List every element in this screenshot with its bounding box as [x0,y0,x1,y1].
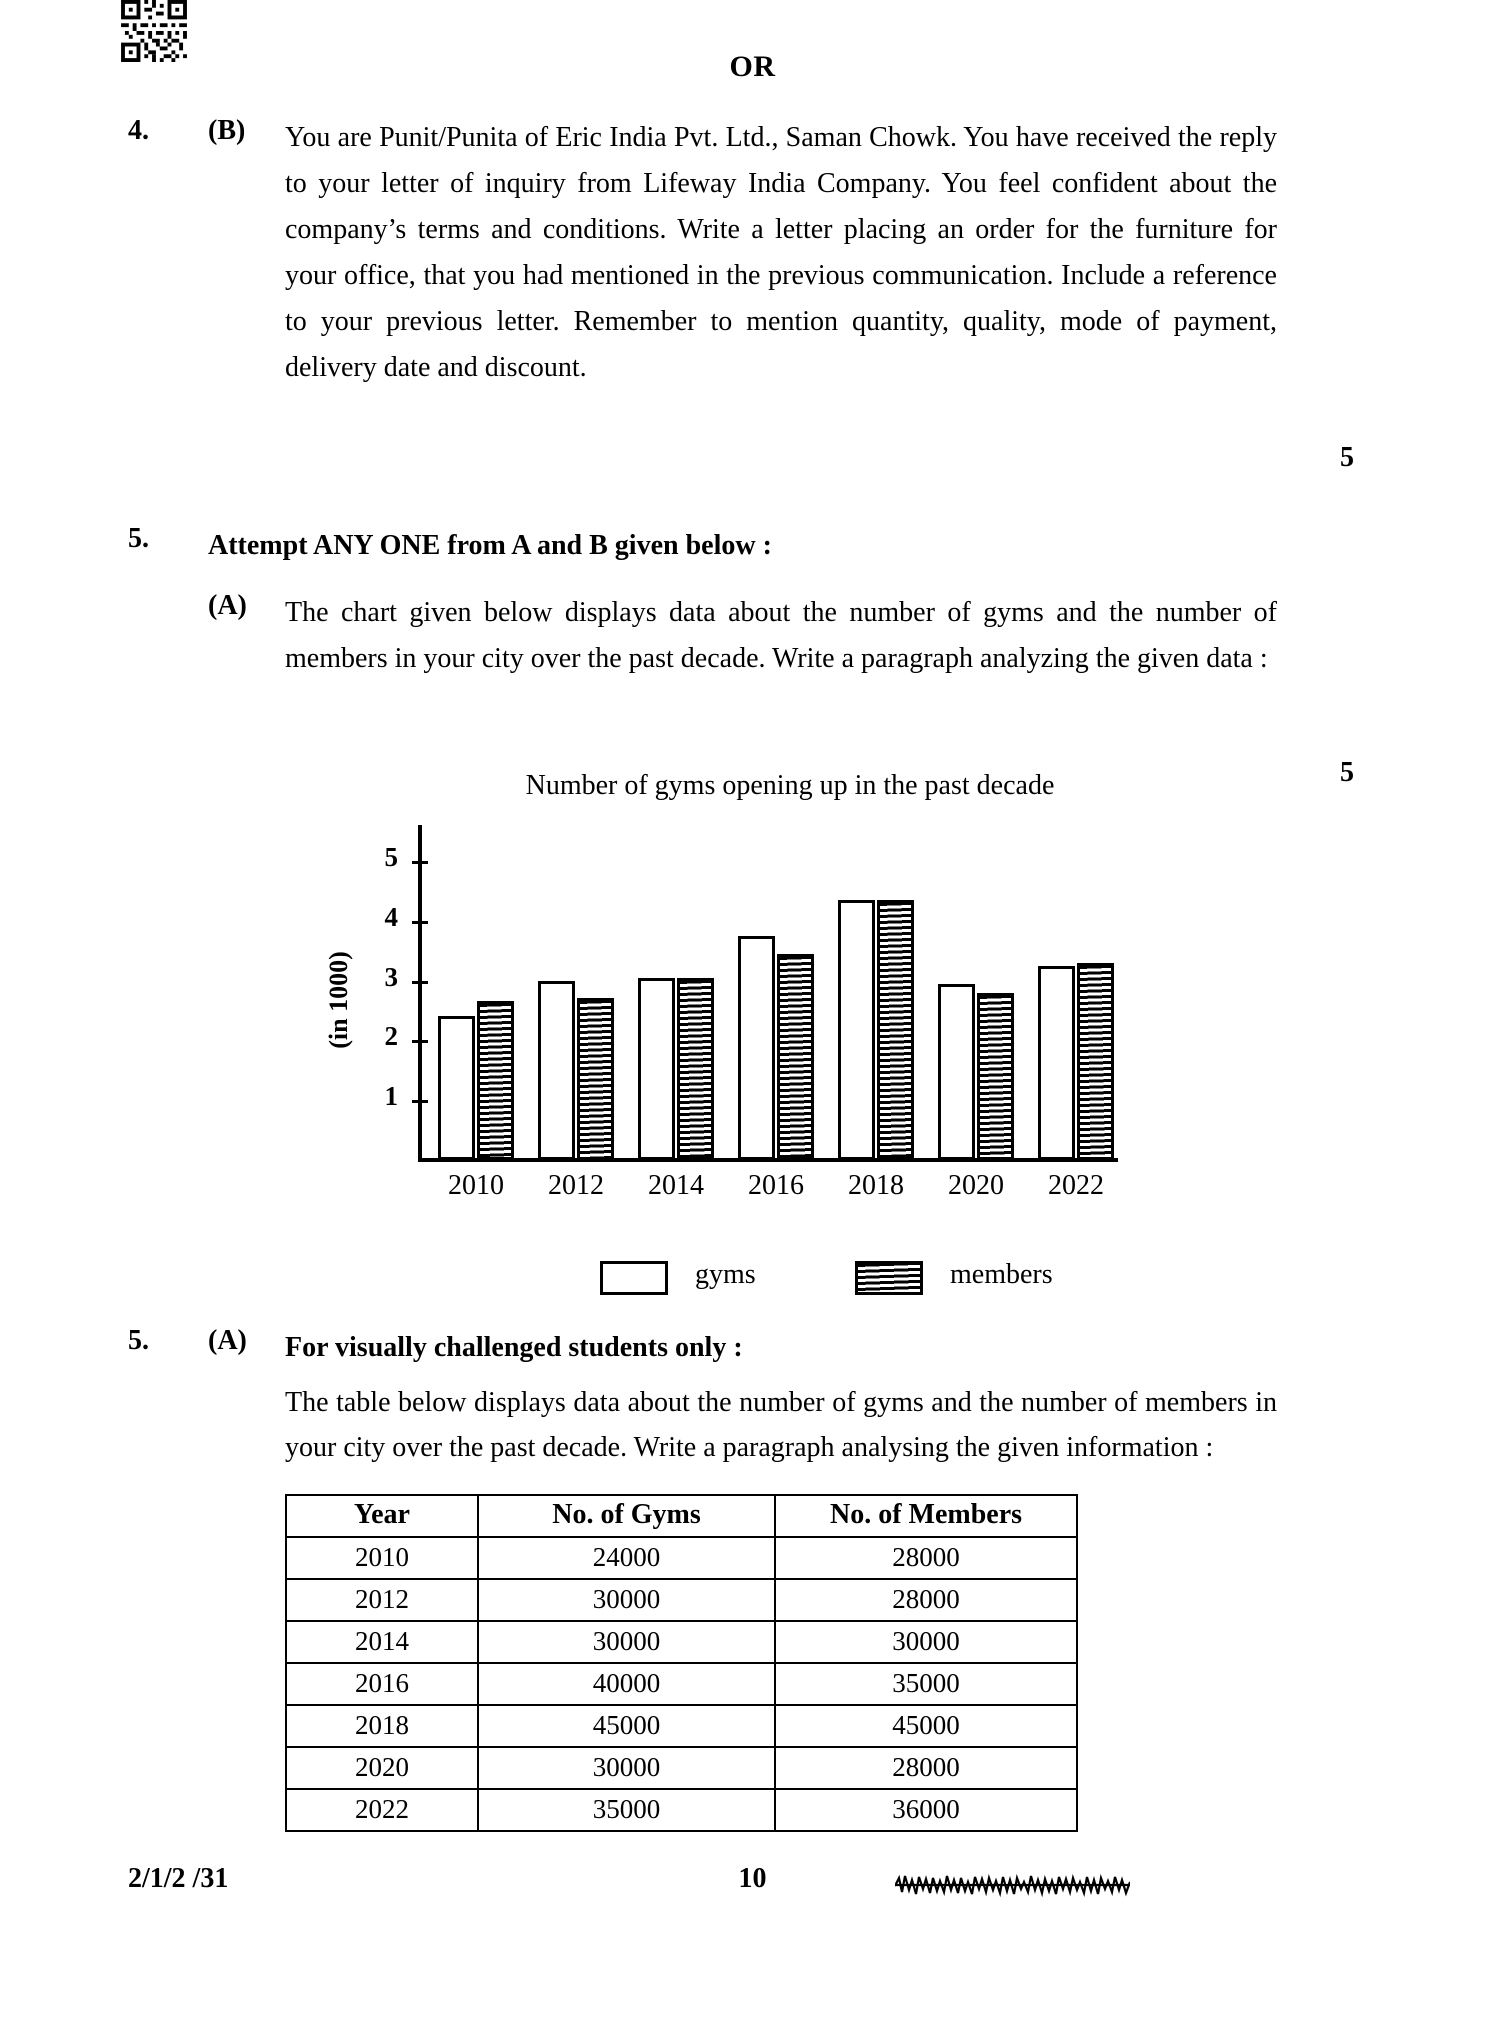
chart-bar-gyms [1038,966,1075,1160]
table-col-year: Year [286,1495,478,1537]
chart-x-tick-label: 2016 [748,1170,804,1201]
table-cell: 30000 [478,1579,775,1621]
chart-x-tick-label: 2018 [848,1170,904,1201]
question-5a-vc-heading: For visually challenged students only : [285,1332,743,1363]
table-cell: 30000 [775,1621,1077,1663]
table-cell: 24000 [478,1537,775,1579]
table-row [286,1789,1077,1831]
chart-bar-gyms [638,978,675,1160]
legend-swatch-gyms [600,1261,668,1295]
chart-bar-members [977,993,1014,1161]
table-cell: 30000 [478,1747,775,1789]
question-5-heading: Attempt ANY ONE from A and B given below : [208,530,772,561]
chart-legend [300,1255,1200,1305]
question-5a-vc-number: 5. [128,1325,149,1356]
table-cell: 2016 [286,1663,478,1705]
table-col-members: No. of Members [775,1495,1077,1537]
chart-bar-group [438,825,514,1160]
legend-swatch-members [855,1261,923,1295]
chart-bar-group [1038,825,1114,1160]
legend-label-gyms: gyms [695,1259,756,1290]
table-row [286,1747,1077,1789]
or-heading: OR [729,50,776,83]
table-cell: 28000 [775,1579,1077,1621]
table-cell: 45000 [775,1705,1077,1747]
chart-y-tick-label: 2 [384,1021,398,1052]
table-body [286,1537,1077,1831]
question-5a-vc-text: The table below displays data about the number of gyms and the number of members in your city over the past decade. Write a paragraph analysing the given information : [285,1387,1277,1463]
chart-bar-gyms [938,984,975,1160]
table-cell: 35000 [775,1663,1077,1705]
table-cell: 2014 [286,1621,478,1663]
table-cell: 28000 [775,1537,1077,1579]
chart-x-tick-label: 2010 [448,1170,504,1201]
chart-x-tick-label: 2014 [648,1170,704,1201]
chart-y-tick-label: 5 [384,841,398,872]
table-cell: 36000 [775,1789,1077,1831]
chart-y-axis-label: (in 1000) [323,951,353,1049]
chart-title: Number of gyms opening up in the past decade [525,770,1055,801]
question-5a-text: The chart given below displays data about the number of gyms and the number of members in your city over the past decade. Write a paragraph analyzing the given data : [285,597,1277,674]
chart-y-tick-label: 1 [384,1081,398,1112]
chart-bar-gyms [738,936,775,1160]
chart-bar-group [538,825,614,1160]
chart-bar-group [738,825,814,1160]
table-cell: 35000 [478,1789,775,1831]
chart-bar-members [877,900,914,1160]
table-row [286,1705,1077,1747]
question-4b-marks: 5 [1340,442,1354,473]
table-col-gyms: No. of Gyms [478,1495,775,1537]
squiggle-mark-icon [895,1872,1130,1898]
table-header-row [286,1495,1077,1537]
table-cell: 28000 [775,1747,1077,1789]
chart-plot-area [300,810,1200,1230]
chart-x-tick-label: 2020 [948,1170,1004,1201]
question-4b-letter: (B) [208,115,246,146]
table-row [286,1621,1077,1663]
chart-x-tick-label: 2012 [548,1170,604,1201]
chart-bar-members [577,998,614,1160]
question-5a-letter: (A) [208,590,247,621]
footer-paper-code: 2/1/2 /31 [128,1863,229,1894]
chart-bar-members [777,954,814,1160]
chart-bar-members [477,1001,514,1160]
table-cell: 2012 [286,1579,478,1621]
question-5-number: 5. [128,523,149,554]
question-4b-text: You are Punit/Punita of Eric India Pvt. Ltd., Saman Chowk. You have received the reply to your letter of inquiry from Lifeway India Company. You feel confident about the company’s terms and conditions. Write a letter placing an order for the furniture for your office, that you had mentioned in the previous communication. Include a reference to your previous letter. Remember to mention quantity, quality, mode of payment, delivery date and discount. [285,122,1277,383]
chart-bar-group [638,825,714,1160]
table-row [286,1663,1077,1705]
gyms-members-table [285,1494,1078,1832]
chart-bar-group [938,825,1014,1160]
question-5a-marks: 5 [1340,757,1354,788]
table-cell: 30000 [478,1621,775,1663]
table-cell: 2010 [286,1537,478,1579]
chart-bars-container [422,825,1122,1160]
chart-bar-members [677,978,714,1160]
table-cell: 40000 [478,1663,775,1705]
table-row [286,1579,1077,1621]
chart-x-tick-label: 2022 [1048,1170,1104,1201]
question-5a-vc-letter: (A) [208,1325,247,1356]
chart-bar-gyms [538,981,575,1160]
chart-y-tick-label: 3 [384,961,398,992]
footer-page-number: 10 [738,1863,767,1894]
chart-bar-group [838,825,914,1160]
question-4-number: 4. [128,115,149,146]
table-cell: 45000 [478,1705,775,1747]
chart-bar-gyms [838,900,875,1160]
table-cell: 2022 [286,1789,478,1831]
table-cell: 2020 [286,1747,478,1789]
chart-y-tick-label: 4 [384,901,398,932]
chart-bar-gyms [438,1016,475,1160]
table-row [286,1537,1077,1579]
chart-bar-members [1077,963,1114,1160]
table-cell: 2018 [286,1705,478,1747]
legend-label-members: members [950,1259,1053,1290]
